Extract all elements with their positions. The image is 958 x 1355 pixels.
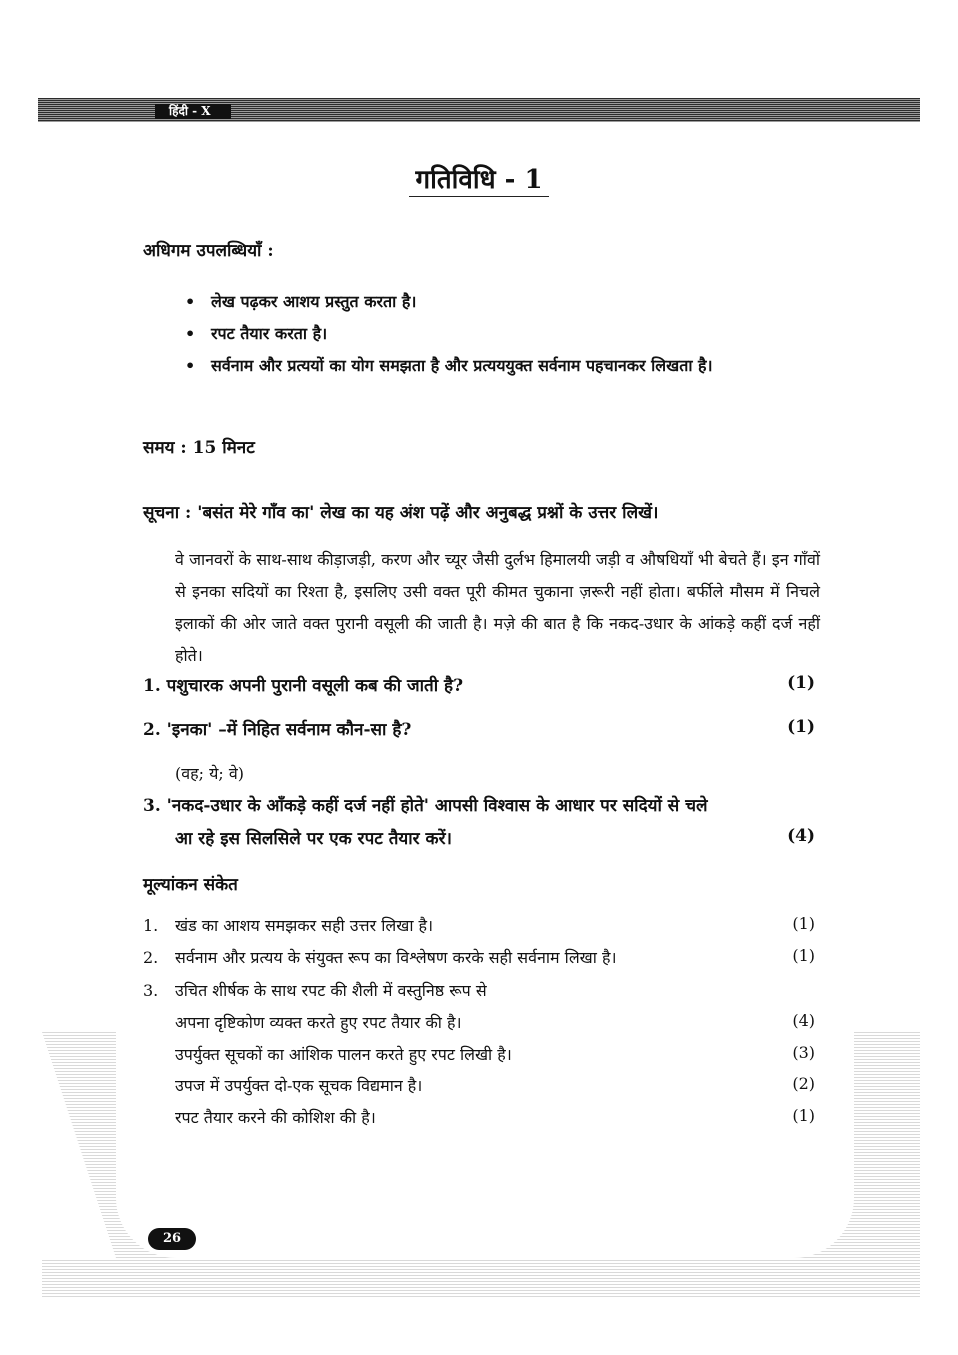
learning-outcomes-list	[185, 286, 825, 382]
row-marks: (1)	[792, 946, 815, 965]
question-marks: (4)	[787, 826, 815, 846]
instruction: सूचना : 'बसंत मेरे गाँव का' लेख का यह अंश पढ़ें और अनुबद्ध प्रश्नों के उत्तर लिखें।	[143, 503, 659, 523]
question-3-line-1	[143, 793, 815, 816]
question-text: 3. 'नकद-उधार के आँकड़े कहीं दर्ज नहीं होते' आपसी विश्वास के आधार पर सदियों से चले	[143, 796, 708, 816]
row-marks: (2)	[792, 1074, 815, 1093]
question-text: 1. पशुचारक अपनी पुरानी वसूली कब की जाती है?	[143, 676, 464, 696]
page-title: गतिविधि - 1	[415, 165, 543, 195]
row-text: अपना दृष्टिकोण व्यक्त करते हुए रपट तैयार की है।	[175, 1013, 462, 1032]
row-number: 3.	[143, 981, 159, 1000]
question-marks: (1)	[787, 673, 815, 693]
evaluation-row	[143, 914, 815, 936]
row-number: 1.	[143, 916, 159, 935]
list-item: • रपट तैयार करता है।	[185, 318, 825, 350]
passage: वे जानवरों के साथ-साथ कीड़ाजड़ी, करण और च्यूर जैसी दुर्लभ हिमालयी जड़ी व औषधियाँ भी बेचते हैं। इन गाँवों से इनका सदियों का रिश्ता है, इसलिए उसी वक्त पूरी कीमत चुकाना ज़रूरी नहीं होता। बर्फीले मौसम में निचले इलाकों की ओर जाते वक्त पुरानी वसूली की जाती है। मज़े की बात है कि नकद-उधार के आंकड़े कहीं दर्ज नहीं होते।	[175, 550, 820, 665]
question-1	[143, 673, 815, 696]
row-marks: (3)	[792, 1043, 815, 1062]
evaluation-row	[143, 1011, 815, 1033]
question-text: 2. 'इनका' –में निहित सर्वनाम कौन-सा है?	[143, 720, 412, 740]
row-text: सर्वनाम और प्रत्यय के संयुक्त रूप का विश्लेषण करके सही सर्वनाम लिखा है।	[175, 948, 617, 967]
evaluation-row	[143, 979, 815, 1001]
row-text: खंड का आशय समझकर सही उत्तर लिखा है।	[175, 916, 434, 935]
question-2-options: (वह; ये; वे)	[175, 764, 245, 783]
footer-panel	[116, 1032, 854, 1258]
row-text: उपज में उपर्युक्त दो-एक सूचक विद्यमान है।	[175, 1076, 423, 1095]
row-marks: (1)	[792, 1106, 815, 1125]
header-label: हिंदी - X	[155, 104, 231, 119]
evaluation-row	[143, 1074, 815, 1096]
row-marks: (4)	[792, 1011, 815, 1030]
question-text: आ रहे इस सिलसिले पर एक रपट तैयार करें।	[175, 829, 452, 849]
evaluation-row	[143, 1106, 815, 1128]
time-label: समय : 15 मिनट	[143, 438, 255, 458]
row-text: उपर्युक्त सूचकों का आंशिक पालन करते हुए रपट लिखी है।	[175, 1045, 512, 1064]
question-marks: (1)	[787, 717, 815, 737]
title-underline	[409, 196, 549, 197]
question-3-line-2	[143, 826, 815, 849]
row-marks: (1)	[792, 914, 815, 933]
row-text: उचित शीर्षक के साथ रपट की शैली में वस्तुनिष्ठ रूप से	[175, 981, 487, 1000]
row-text: रपट तैयार करने की कोशिश की है।	[175, 1108, 376, 1127]
list-item: • सर्वनाम और प्रत्ययों का योग समझता है और प्रत्यययुक्त सर्वनाम पहचानकर लिखता है।	[185, 350, 825, 382]
list-item: • लेख पढ़कर आशय प्रस्तुत करता है।	[185, 286, 825, 318]
evaluation-row	[143, 946, 815, 968]
page-number: 26	[148, 1228, 196, 1250]
question-2	[143, 717, 815, 740]
row-number: 2.	[143, 948, 159, 967]
evaluation-heading: मूल्यांकन संकेत	[143, 875, 238, 895]
learning-outcomes-heading: अधिगम उपलब्धियाँ :	[143, 241, 274, 261]
evaluation-row	[143, 1043, 815, 1065]
